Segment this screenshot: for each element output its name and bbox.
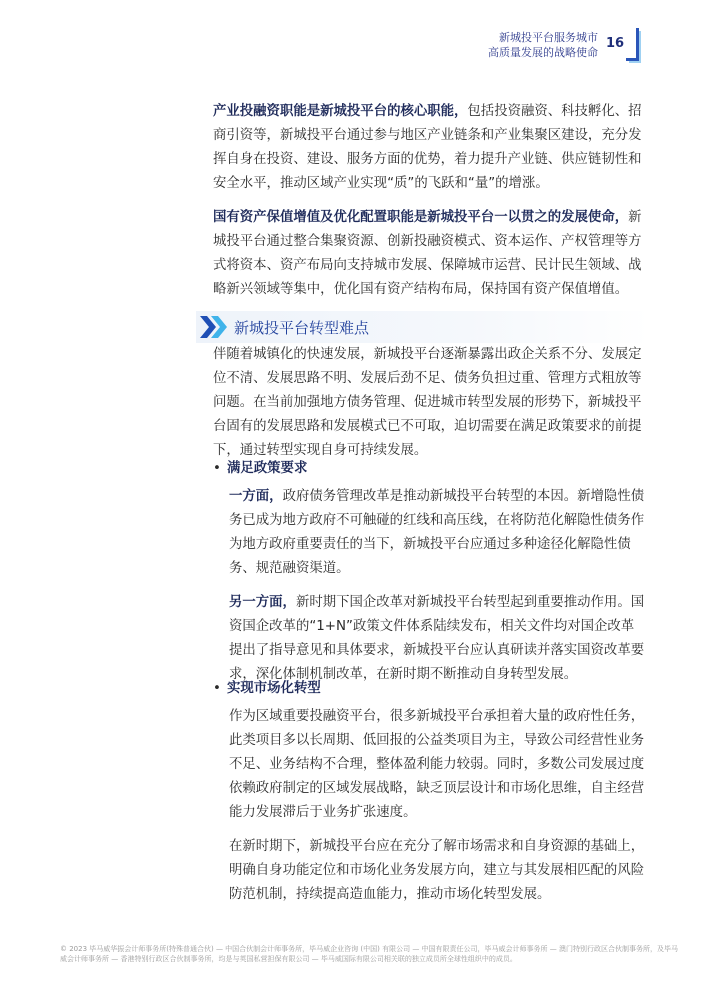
sub-paragraph: 在新时期下，新城投平台应在充分了解市场需求和自身资源的基础上，明确自身功能定位和市场化业务发展方向，建立与其发展相匹配的风险防范机制，持续提高造血能力，推动市场化转型发展。: [229, 839, 645, 902]
bullet-marker: •: [213, 681, 221, 696]
paragraph-text: 包括投资融资、科技孵化、招商引资等，新城投平台通过参与地区产业链条和产业集聚区建设，充分发挥自身在投资、建设、服务方面的优势，着力提升产业链、供应链韧性和安全水平，推动区域产业实现“质”的飞跃和“量”的增涨。: [213, 104, 642, 191]
bullet-market-body: [229, 705, 647, 907]
copyright-footer: © 2023 毕马威华振会计师事务所(特殊普通合伙) — 中国合伙制会计师事务所，毕马威企业咨询 (中国) 有限公司 — 中国有限责任公司，毕马威会计师事务所 — 澳门特别行政区合伙制事务所，及毕马威会计师事务所 — 香港特别行政区合伙制事务所，均是与英国私营担保有限公司 — 毕马威国际有限公司相关联的独立成员所全球性组织中的成员。: [60, 945, 678, 963]
bullet-title: 满足政策要求: [227, 461, 308, 476]
paragraph-lead: 国有资产保值增值及优化配置职能是新城投平台一以贯之的发展使命，: [213, 210, 629, 225]
body-paragraphs: [213, 100, 645, 302]
sub-paragraph: [229, 485, 647, 581]
intro-paragraph: 伴随着城镇化的快速发展，新城投平台逐渐暴露出政企关系不分、发展定位不清、发展思路不明、发展后劲不足、债务负担过重、管理方式粗放等问题。在当前加强地方债务管理、促进城市转型发展的形势下，新城投平台固有的发展思路和发展模式已不可取，迫切需要在满足政策要求的前提下，通过转型实现自身可持续发展。: [213, 347, 642, 458]
bullet-marker: •: [213, 461, 221, 476]
header-title: [338, 30, 598, 60]
paragraph-state-assets: [213, 206, 645, 302]
page-number: 16: [606, 36, 625, 51]
sub-paragraph: 作为区域重要投融资平台，很多新城投平台承担着大量的政府性任务，此类项目多以长周期、低回报的公益类项目为主，导致公司经营性业务不足、业务结构不合理，整体盈利能力较弱。同时，多数公司发展过度依赖政府制定的区域发展战略，缺乏顶层设计和市场化思维，自主经营能力发展滞后于业务扩张速度。: [229, 709, 645, 820]
paragraph-lead: 产业投融资职能是新城投平台的核心职能，: [213, 104, 468, 119]
header-title-line1: 新城投平台服务城市: [499, 31, 598, 44]
corner-decoration-light: [629, 31, 641, 63]
section-intro: [213, 343, 645, 463]
bullet-policy-requirements: [213, 457, 307, 476]
sub-paragraph: [229, 591, 647, 687]
header-title-line2: 高质量发展的战略使命: [488, 46, 598, 59]
bullet-policy-body: [229, 485, 647, 687]
paragraph-industry-investment: [213, 100, 645, 196]
paragraph-text: 新城投平台通过整合集聚资源、创新投融资模式、资本运作、产权管理等方式将资本、资产布局向支持城市发展、保障城市运营、民计民生领域、战略新兴领域等集中，优化国有资产结构布局，保持国有资产保值增值。: [213, 210, 642, 297]
section-header: [196, 311, 650, 343]
bullet-title: 实现市场化转型: [227, 681, 321, 696]
bullet-market-transformation: [213, 677, 321, 696]
paragraph-lead: 另一方面，: [229, 595, 296, 610]
paragraph-text: 政府债务管理改革是推动新城投平台转型的本因。新增隐性债务已成为地方政府不可触碰的红线和高压线，在将防范化解隐性债务作为地方政府重要责任的当下，新城投平台应通过多种途径化解隐性债务、规范融资渠道。: [229, 489, 645, 576]
double-chevron-icon: [200, 316, 228, 338]
section-title: 新城投平台转型难点: [234, 319, 370, 337]
paragraph-lead: 一方面，: [229, 489, 283, 504]
paragraph-text: 新时期下国企改革对新城投平台转型起到重要推动作用。国资国企改革的“1+N”政策文件体系陆续发布，相关文件均对国企改革提出了指导意见和具体要求，新城投平台应认真研读并落实国资改革要求，深化体制机制改革，在新时期不断推动自身转型发展。: [229, 595, 645, 682]
